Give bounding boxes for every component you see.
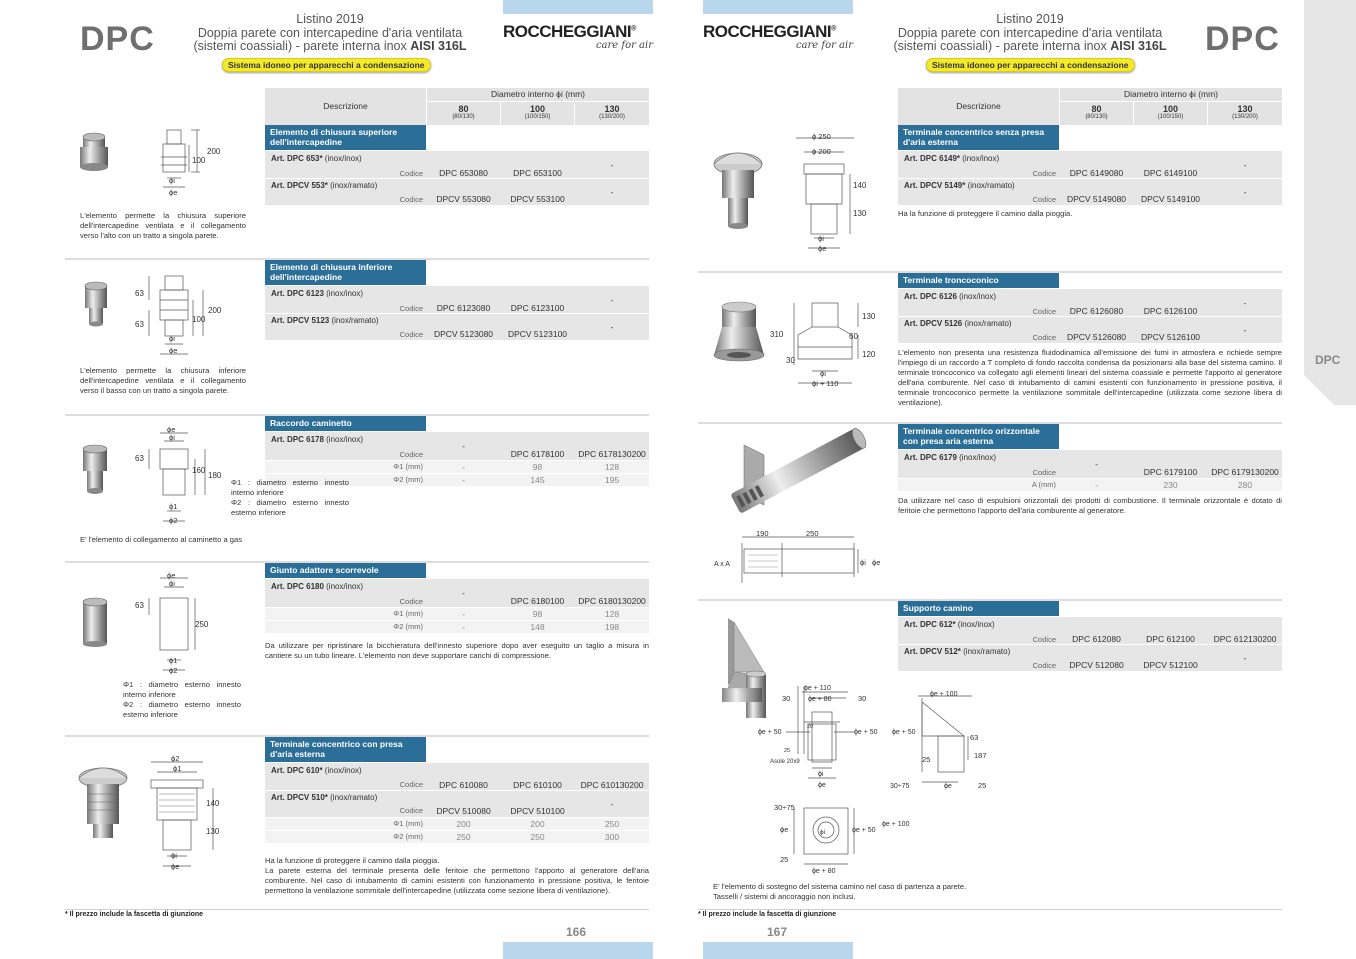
section-note: Da utilizzare nel caso di espulsioni orizzontali dei prodotti di combustione. Il terminale orizzontale è dotato di feritoie che permettono l'apporto dell'aria comburente al generatore. bbox=[898, 496, 1282, 515]
product-illustration bbox=[708, 425, 888, 585]
value-cell: 128 bbox=[604, 609, 620, 619]
code-cell: DPC 6180100 bbox=[510, 596, 565, 606]
code-cell: - bbox=[610, 187, 614, 197]
legend-phi1: Φ1 : diametro esterno innesto interno inferiore bbox=[231, 478, 349, 497]
col-80: 80 (80/130) bbox=[1060, 102, 1133, 125]
code-cell: - bbox=[1095, 459, 1098, 469]
bottom-blue-bar bbox=[703, 942, 853, 959]
header-title bbox=[880, 13, 1180, 54]
codice-label: Codice bbox=[399, 806, 423, 815]
section-note: Ha la funzione di proteggere il camino dalla pioggia. bbox=[898, 209, 1073, 218]
page-number: 167 bbox=[767, 925, 788, 939]
dim-label: ϕ1 bbox=[169, 502, 178, 511]
dim-label: 130 bbox=[853, 209, 867, 218]
product-illustration bbox=[708, 295, 893, 390]
dim-label: ϕe + 80 bbox=[812, 868, 836, 875]
col-100: 100 (100/150) bbox=[1134, 102, 1207, 125]
value-cell: 200 bbox=[456, 819, 471, 829]
dim-label: 25 bbox=[784, 748, 791, 754]
dim-label: ϕe + 110 bbox=[804, 685, 831, 692]
amm-label: A (mm) bbox=[1031, 480, 1056, 489]
dim-label: ϕi bbox=[171, 851, 177, 860]
table-header-diameter: Diametro interno ϕi (mm) bbox=[427, 88, 649, 101]
dim-label: ϕi bbox=[169, 433, 175, 442]
dim-label: 60 bbox=[849, 332, 858, 341]
dim-label: 310 bbox=[770, 330, 784, 339]
article-label: Art. DPC 6180 (inox/inox) bbox=[271, 582, 364, 591]
dim-label: 100 bbox=[192, 315, 206, 324]
code-cell: DPC 610080 bbox=[439, 780, 488, 790]
section-title-supporto-camino: Supporto camino bbox=[898, 601, 1059, 616]
codice-label: Codice bbox=[1032, 169, 1056, 178]
article-label: Art. DPC 6126 (inox/inox) bbox=[904, 292, 997, 301]
codice-label: Codice bbox=[399, 304, 423, 313]
dim-label: ϕi + 110 bbox=[812, 379, 839, 388]
dim-label: ϕ1 bbox=[169, 656, 178, 665]
dim-label: ϕi bbox=[860, 558, 866, 567]
phi1-label: Φ1 (mm) bbox=[393, 462, 423, 471]
value-cell: - bbox=[462, 475, 465, 485]
article-label: Art. DPCV 510* (inox/ramato) bbox=[271, 793, 378, 802]
code-cell: DPCV 512080 bbox=[1069, 660, 1124, 670]
value-cell: 98 bbox=[532, 609, 543, 619]
code-cell: - bbox=[610, 799, 614, 809]
code-cell: DPC 6149100 bbox=[1143, 168, 1198, 178]
code-cell: DPC 6123080 bbox=[436, 303, 491, 313]
codice-label: Codice bbox=[1032, 333, 1056, 342]
product-illustration bbox=[75, 423, 235, 528]
article-label: Art. DPC 6179 (inox/inox) bbox=[904, 453, 997, 462]
dim-label: 120 bbox=[862, 350, 876, 359]
value-cell: 145 bbox=[530, 475, 545, 485]
value-cell: 128 bbox=[604, 462, 620, 472]
dim-label: ϕe + 50 bbox=[852, 827, 876, 834]
value-cell: 200 bbox=[530, 819, 545, 829]
dim-label: 30 bbox=[786, 356, 795, 365]
product-illustration bbox=[75, 270, 235, 358]
phi1-label: Φ1 (mm) bbox=[393, 609, 423, 618]
code-cell: - bbox=[1243, 298, 1247, 308]
col-130: 130 (130/200) bbox=[1208, 102, 1282, 125]
value-cell: 250 bbox=[604, 819, 620, 829]
dim-label: 140 bbox=[853, 181, 867, 190]
section-title-chiusura-superiore: Elemento di chiusura superiore dell'intercapedine bbox=[265, 125, 426, 150]
brand-logo: ROCCHEGGIANI® care for air bbox=[703, 22, 853, 51]
dim-label: 200 bbox=[207, 147, 221, 156]
code-cell: DPC 612080 bbox=[1072, 634, 1121, 644]
col-100: 100 (100/150) bbox=[501, 102, 574, 125]
dim-label: ϕi bbox=[820, 829, 826, 836]
dim-label: ϕi bbox=[818, 771, 824, 778]
dim-label: ϕe bbox=[818, 782, 826, 789]
dim-label: 180 bbox=[208, 471, 222, 480]
code-cell: DPC 6179100 bbox=[1143, 467, 1198, 477]
dim-label: 25 bbox=[922, 755, 931, 764]
dim-label: ϕe + 100 bbox=[882, 821, 910, 828]
section-note: Tasselli / sistemi di ancoraggio non inclusi. bbox=[713, 892, 856, 901]
dim-label: 187 bbox=[974, 751, 987, 760]
dim-label: A x A bbox=[714, 561, 730, 568]
dim-label: 63 bbox=[970, 733, 979, 742]
code-cell: DPCV 512100 bbox=[1143, 660, 1198, 670]
dim-label: 160 bbox=[192, 466, 206, 475]
codice-label: Codice bbox=[1032, 307, 1056, 316]
code-cell: - bbox=[1243, 653, 1247, 663]
code-cell: DPC 6126080 bbox=[1069, 306, 1124, 316]
bottom-blue-bar bbox=[503, 942, 653, 959]
section-note: Ha la funzione di proteggere il camino dalla pioggia. La parete esterna del terminale presenta delle feritoie che permettono l'apporto al generatore dell'aria comburente. Nel caso di intubamento di camini esistenti con funzionamento in pressione positiva, le feritoie permettono la ventilazione sommitale dell'intercapedine (utilizzata come sezione libera di ventilazione). bbox=[265, 856, 649, 895]
dim-label: 63 bbox=[135, 320, 144, 329]
codice-label: Codice bbox=[1032, 661, 1056, 670]
dim-label: ϕ 250 bbox=[812, 132, 831, 141]
code-cell: DPC 6179130200 bbox=[1211, 467, 1279, 477]
article-label: Art. DPCV 553* (inox/ramato) bbox=[271, 181, 378, 190]
dim-label: ϕe bbox=[167, 425, 176, 434]
condensation-badge: Sistema idoneo per apparecchi a condensazione bbox=[222, 58, 431, 72]
dpc-heading: DPC bbox=[1205, 20, 1280, 58]
value-cell: 230 bbox=[1163, 480, 1178, 490]
col-80: 80 (80/130) bbox=[427, 102, 500, 125]
title-line-1: Doppia parete con intercapedine d'aria ventilata bbox=[897, 25, 1163, 40]
article-label: Art. DPCV 5149* (inox/ramato) bbox=[904, 181, 1015, 190]
dim-label: 30÷75 bbox=[890, 783, 910, 790]
col-130: 130 (130/200) bbox=[575, 102, 649, 125]
code-cell: DPCV 5126080 bbox=[1066, 332, 1127, 342]
codice-label: Codice bbox=[1032, 635, 1056, 644]
code-cell: DPC 6180130200 bbox=[578, 596, 646, 606]
dim-label: ϕe + 50 bbox=[758, 729, 782, 736]
phi2-label: Φ2 (mm) bbox=[393, 475, 423, 484]
dim-label: 30÷75 bbox=[774, 803, 795, 812]
value-cell: 250 bbox=[456, 832, 471, 842]
article-label: Art. DPC 6178 (inox/inox) bbox=[271, 435, 364, 444]
code-cell: - bbox=[1243, 325, 1247, 335]
code-cell: DPCV 553100 bbox=[510, 194, 565, 204]
article-label: Art. DPC 653* (inox/inox) bbox=[271, 154, 362, 163]
code-cell: - bbox=[610, 160, 614, 170]
codice-label: Codice bbox=[399, 597, 423, 606]
dim-label: 250 bbox=[195, 620, 209, 629]
code-cell: DPC 653100 bbox=[513, 168, 562, 178]
value-cell: 148 bbox=[530, 622, 545, 632]
article-label: Art. DPCV 512* (inox/ramato) bbox=[904, 647, 1011, 656]
code-cell: DPC 612100 bbox=[1146, 634, 1195, 644]
listino-label: Listino 2019 bbox=[296, 12, 364, 26]
top-blue-bar bbox=[503, 0, 653, 14]
table-header-diameter: Diametro interno ϕi (mm) bbox=[1060, 88, 1282, 101]
value-cell: - bbox=[462, 609, 465, 619]
dim-label: 20 bbox=[807, 724, 814, 730]
legend-phi2: Φ2 : diametro esterno innesto esterno inferiore bbox=[231, 498, 349, 517]
value-cell: 250 bbox=[530, 832, 545, 842]
title-line-2: (sistemi coassiali) - parete interna inox AISI 316L bbox=[193, 39, 467, 53]
side-tab-label: DPC bbox=[1315, 353, 1341, 367]
title-line-1: Doppia parete con intercapedine d'aria ventilata bbox=[197, 25, 463, 40]
phi2-label: Φ2 (mm) bbox=[393, 622, 423, 631]
dim-label: 130 bbox=[206, 827, 220, 836]
footnote: * Il prezzo include la fascetta di giunzione bbox=[65, 911, 204, 918]
product-illustration bbox=[708, 128, 878, 253]
code-cell: - bbox=[610, 295, 614, 305]
section-title-terminale-orizzontale: Terminale concentrico orizzontale con presa aria esterna bbox=[898, 424, 1059, 449]
article-label: Art. DPC 6123 (inox/inox) bbox=[271, 289, 364, 298]
value-cell: 280 bbox=[1237, 480, 1253, 490]
page-number: 166 bbox=[566, 925, 587, 939]
article-label: Art. DPC 6149* (inox/inox) bbox=[904, 154, 1000, 163]
value-cell: - bbox=[1095, 480, 1098, 490]
dim-label: 30 bbox=[858, 694, 867, 703]
code-cell: DPCV 510100 bbox=[510, 806, 565, 816]
dim-label: ϕi bbox=[820, 369, 826, 378]
dim-label: 130 bbox=[862, 312, 876, 321]
codice-label: Codice bbox=[399, 450, 423, 459]
dim-label: ϕe bbox=[872, 558, 881, 567]
condensation-badge: Sistema idoneo per apparecchi a condensazione bbox=[926, 58, 1135, 72]
product-illustration bbox=[708, 612, 1028, 882]
value-cell: 300 bbox=[604, 832, 620, 842]
table-header-description: Descrizione bbox=[898, 88, 1059, 125]
section-title-raccordo-caminetto: Raccordo caminetto bbox=[265, 416, 426, 431]
code-cell: DPC 653080 bbox=[439, 168, 488, 178]
section-title-troncoconico: Terminale troncoconico bbox=[898, 273, 1059, 288]
dim-label: ϕ 200 bbox=[812, 147, 831, 156]
side-tab bbox=[1304, 0, 1356, 410]
dim-label: ϕi bbox=[169, 176, 175, 185]
code-cell: - bbox=[610, 322, 614, 332]
codice-label: Codice bbox=[399, 780, 423, 789]
bottom-rule bbox=[65, 909, 649, 910]
codice-label: Codice bbox=[399, 169, 423, 178]
code-cell: DPCV 5149080 bbox=[1066, 194, 1127, 204]
product-illustration bbox=[75, 750, 235, 875]
section-title-terminale-presa: Terminale concentrico con presa d'aria esterna bbox=[265, 737, 426, 762]
dim-label: 200 bbox=[208, 306, 222, 315]
dim-label: ϕi bbox=[169, 579, 175, 588]
code-cell: - bbox=[1243, 187, 1247, 197]
dim-label: ϕ2 bbox=[171, 754, 180, 763]
code-cell: DPCV 510080 bbox=[436, 806, 491, 816]
section-note: E' l'elemento di collegamento al caminetto a gas bbox=[80, 535, 243, 544]
dpc-heading: DPC bbox=[80, 20, 155, 58]
code-cell: DPCV 5123100 bbox=[507, 329, 568, 339]
bottom-rule bbox=[698, 909, 1282, 910]
value-cell: 98 bbox=[532, 462, 543, 472]
footnote: * Il prezzo include la fascetta di giunzione bbox=[698, 911, 837, 918]
code-cell: DPCV 5123080 bbox=[433, 329, 494, 339]
article-label: Art. DPC 612* (inox/inox) bbox=[904, 620, 995, 629]
dim-label: 25 bbox=[780, 855, 789, 864]
dim-label: 190 bbox=[756, 529, 769, 538]
header-title bbox=[180, 13, 480, 54]
value-cell: 198 bbox=[604, 622, 620, 632]
section-note: L'elemento non presenta una resistenza fluidodinamica all'emissione dei fumi in atmosfera e richiede sempre l'impiego di un raccordo a T completo di fondo raccolta condensa da posizionarsi alla base del sistema camino. Il terminale troncoconico va collegato agli elementi lineari del sistema coassiale e permette l'apporto al generatore dell'aria comburente. Nel caso di intubamento di camini esistenti con funzionamento in pressione positiva, il terminale troncoconico permette la ventilazione sommitale dell'intercapedine (utilizzata come sezione libera di ventilazione). bbox=[898, 348, 1282, 407]
title-line-2: (sistemi coassiali) - parete interna inox AISI 316L bbox=[893, 39, 1167, 53]
code-cell: - bbox=[1243, 160, 1247, 170]
dim-label: 63 bbox=[135, 601, 144, 610]
article-label: Art. DPCV 5123 (inox/ramato) bbox=[271, 316, 379, 325]
phi1-label: Φ1 (mm) bbox=[393, 819, 423, 828]
right-page bbox=[678, 0, 1356, 959]
dim-label: 25 bbox=[978, 781, 987, 790]
codice-label: Codice bbox=[1032, 195, 1056, 204]
dim-label: ϕe bbox=[169, 188, 178, 197]
product-illustration bbox=[75, 570, 235, 675]
dim-label: 30 bbox=[782, 694, 791, 703]
section-note: E' l'elemento di sostegno del sistema camino nel caso di partenza a parete. bbox=[713, 882, 967, 891]
phi2-label: Φ2 (mm) bbox=[393, 832, 423, 841]
code-cell: DPC 6149080 bbox=[1069, 168, 1124, 178]
section-title-chiusura-inferiore: Elemento di chiusura inferiore dell'intercapedine bbox=[265, 260, 426, 285]
code-cell: DPC 6178100 bbox=[510, 449, 565, 459]
dim-label: ϕ1 bbox=[173, 764, 182, 773]
dim-label: 250 bbox=[806, 529, 819, 538]
code-cell: DPCV 5126100 bbox=[1140, 332, 1201, 342]
dim-label: 100 bbox=[192, 156, 206, 165]
dim-label: ϕ2 bbox=[169, 516, 178, 525]
table-header-description: Descrizione bbox=[265, 88, 426, 125]
brand-logo: ROCCHEGGIANI® care for air bbox=[503, 22, 653, 51]
code-cell: DPC 612130200 bbox=[1213, 634, 1277, 644]
dim-label: ϕe bbox=[169, 346, 178, 355]
section-note: Da utilizzare per ripristinare la bicchieratura dell'innesto superiore dopo aver eseguito un taglio a misura in cantiere su un tubo lineare. L'elemento non deve supportare carichi di compressione. bbox=[265, 641, 649, 660]
dim-label: ϕe bbox=[944, 783, 952, 790]
dim-label: ϕe + 100 bbox=[930, 691, 958, 698]
code-cell: - bbox=[462, 441, 465, 451]
code-cell: DPCV 553080 bbox=[436, 194, 491, 204]
section-title-giunto-adattore: Giunto adattore scorrevole bbox=[265, 563, 426, 578]
article-label: Art. DPC 610* (inox/inox) bbox=[271, 766, 362, 775]
code-cell: DPCV 5149100 bbox=[1140, 194, 1201, 204]
code-cell: DPC 6178130200 bbox=[578, 449, 646, 459]
dim-label: ϕe bbox=[171, 862, 180, 871]
dim-label: 63 bbox=[135, 454, 144, 463]
dim-label: ϕe + 80 bbox=[808, 696, 832, 703]
listino-label: Listino 2019 bbox=[996, 12, 1064, 26]
code-cell: - bbox=[462, 588, 465, 598]
top-blue-bar bbox=[703, 0, 853, 14]
codice-label: Codice bbox=[399, 330, 423, 339]
dim-label: ϕe + 50 bbox=[854, 729, 878, 736]
code-cell: DPC 610130200 bbox=[580, 780, 644, 790]
dim-label: Asole 20x9 bbox=[770, 759, 800, 765]
dim-label: 63 bbox=[135, 289, 144, 298]
dim-label: ϕi bbox=[818, 234, 824, 243]
product-illustration bbox=[75, 125, 235, 200]
code-cell: DPC 6123100 bbox=[510, 303, 565, 313]
section-note: L'elemento permette la chiusura inferiore dell'intercapedine ventilata e il collegamento verso il basso con un tratto a singola parete. bbox=[80, 366, 246, 395]
codice-label: Codice bbox=[1032, 468, 1056, 477]
dim-label: ϕi bbox=[169, 334, 175, 343]
legend-phi1: Φ1 : diametro esterno innesto interno inferiore bbox=[123, 680, 241, 699]
dim-label: ϕe bbox=[167, 571, 176, 580]
value-cell: - bbox=[462, 622, 465, 632]
article-label: Art. DPCV 5126 (inox/ramato) bbox=[904, 319, 1012, 328]
legend-phi2: Φ2 : diametro esterno innesto esterno inferiore bbox=[123, 700, 241, 719]
value-cell: - bbox=[462, 462, 465, 472]
dim-label: ϕe bbox=[818, 244, 827, 253]
dim-label: 140 bbox=[206, 799, 220, 808]
dim-label: ϕ2 bbox=[169, 666, 178, 675]
code-cell: DPC 6126100 bbox=[1143, 306, 1198, 316]
section-note: L'elemento permette la chiusura superiore dell'intercapedine ventilata e il collegamento verso l'alto con un tratto a singola parete. bbox=[80, 211, 246, 240]
dim-label: ϕe + 50 bbox=[892, 729, 916, 736]
value-cell: 195 bbox=[604, 475, 620, 485]
dim-label: ϕe bbox=[780, 825, 789, 834]
section-title-terminale-senza-presa: Terminale concentrico senza presa d'aria esterna bbox=[898, 125, 1059, 150]
code-cell: DPC 610100 bbox=[513, 780, 562, 790]
codice-label: Codice bbox=[399, 195, 423, 204]
